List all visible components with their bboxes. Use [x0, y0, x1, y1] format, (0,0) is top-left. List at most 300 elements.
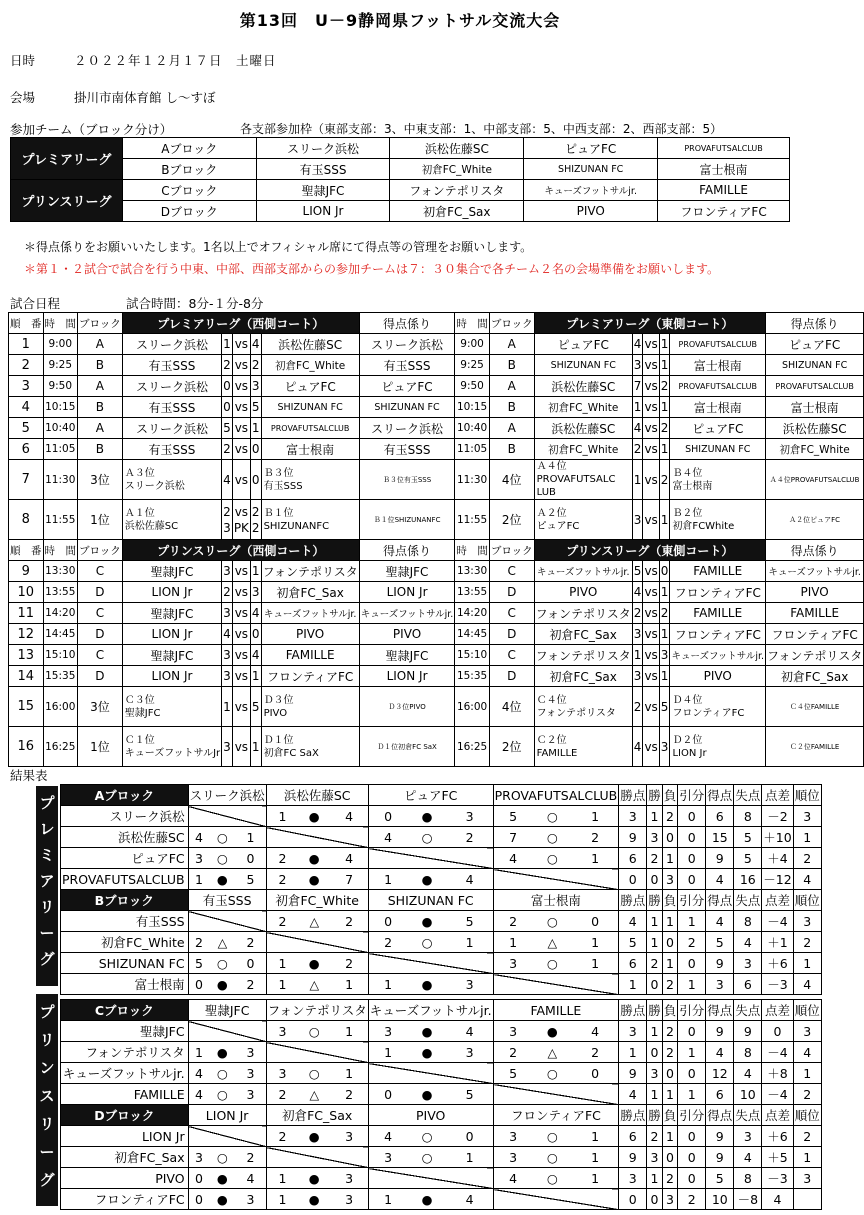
goals-for: 2 — [368, 932, 407, 953]
result-mark: ● — [407, 1021, 446, 1042]
label-char: プ — [39, 1003, 55, 1021]
team-line: Ａ４位 — [536, 461, 567, 472]
time-header: 時 間 — [43, 313, 78, 334]
score: 4 — [632, 334, 643, 355]
goals-for: 1 — [368, 974, 407, 995]
score-keeper: スリーク浜松 — [359, 334, 455, 355]
team-name: PROVAFUTSALCLUB — [658, 138, 790, 159]
goals-for: 3 — [368, 1021, 407, 1042]
match-time: 13:30 — [43, 561, 78, 582]
stat-value: 0 — [678, 1168, 706, 1189]
teams-row — [11, 201, 790, 222]
score: 2 — [659, 603, 670, 624]
score: 2 — [632, 603, 643, 624]
score-keeper: PROVAFUTSALCLUB — [766, 376, 864, 397]
team-cell: 初倉FC_White — [534, 439, 632, 460]
score-keeper: PIVO — [359, 624, 455, 645]
match-block: 2位 — [489, 727, 534, 767]
score-keeper: 有玉SSS — [359, 355, 455, 376]
score-keeper: 初倉FC_Sax — [766, 666, 864, 687]
match-block: C — [489, 645, 534, 666]
goals-against: 2 — [330, 953, 368, 974]
score-keeper: Ｂ３位有玉SSS — [359, 460, 455, 500]
block-name: Dブロック — [122, 201, 256, 222]
stat-value: 2 — [793, 1126, 821, 1147]
score: 5 — [250, 687, 261, 727]
goals-against: 0 — [235, 953, 266, 974]
schedule-label: 試合日程 — [10, 296, 61, 311]
score: 4 — [632, 582, 643, 603]
score: 3 — [250, 376, 261, 397]
result-mark: △ — [298, 911, 330, 932]
no-header: 順 番 — [9, 313, 44, 334]
match-block: A — [489, 376, 534, 397]
stat-value: 1 — [619, 1042, 647, 1063]
teams-table — [10, 137, 790, 222]
self-match — [188, 1021, 266, 1042]
stat-header: 点差 — [762, 1000, 793, 1021]
stat-value: 1 — [662, 953, 678, 974]
stat-value: ＋4 — [762, 848, 793, 869]
goals-against: 3 — [447, 974, 493, 995]
vs: vs — [643, 666, 659, 687]
match-no: 13 — [9, 645, 44, 666]
stat-value: 9 — [706, 953, 734, 974]
goals-against: 4 — [447, 1021, 493, 1042]
result-header-row — [61, 1105, 822, 1126]
team-cell — [261, 500, 359, 540]
stat-value: 2 — [662, 806, 678, 827]
match-time: 9:00 — [455, 334, 490, 355]
vs: vs — [232, 645, 250, 666]
team-cell: 聖隷JFC — [122, 603, 221, 624]
result-row — [61, 911, 822, 932]
score: 0 — [250, 624, 261, 645]
score: 2 — [223, 504, 231, 519]
match-row — [9, 561, 864, 582]
stat-header: 点差 — [762, 1105, 793, 1126]
goals-against: 3 — [235, 1084, 266, 1105]
team-line: Ｄ２位 — [672, 734, 703, 746]
stat-header: 順位 — [793, 1000, 821, 1021]
venue-label: 会場 — [10, 90, 36, 105]
match-block: C — [78, 561, 123, 582]
stat-value: 3 — [793, 911, 821, 932]
score: 5 — [250, 397, 261, 418]
goals-against: 1 — [572, 953, 619, 974]
match-time: 試合時間：8分-１分-8分 — [126, 296, 264, 311]
goals-against: 1 — [447, 1147, 493, 1168]
team-line: Ｄ３位 — [263, 694, 294, 706]
schedule-table — [8, 312, 864, 767]
stat-value: 2 — [647, 848, 663, 869]
result-mark: ○ — [533, 827, 572, 848]
stat-value: 4 — [706, 911, 734, 932]
match-block: 1位 — [78, 727, 123, 767]
score-keeper: FAMILLE — [766, 603, 864, 624]
match-block: 1位 — [78, 500, 123, 540]
stat-value: 5 — [706, 1168, 734, 1189]
match-block: D — [489, 624, 534, 645]
score: 0 — [250, 439, 261, 460]
goals-against: 4 — [572, 1021, 619, 1042]
stat-header: 負 — [662, 785, 678, 806]
goals-against: 4 — [447, 869, 493, 890]
team-cell: フォンテポリスタ — [534, 645, 632, 666]
stat-value: 3 — [662, 1189, 678, 1210]
teams-row — [11, 159, 790, 180]
team-line: SHIZUNANFC — [263, 520, 330, 532]
score-keeper: Ａ４位PROVAFUTSALCLUB — [766, 460, 864, 500]
self-match — [266, 1147, 368, 1168]
schedule-header — [9, 540, 864, 561]
stat-value: 0 — [762, 1021, 793, 1042]
match-time: 15:10 — [455, 645, 490, 666]
match-time: 14:20 — [455, 603, 490, 624]
goals-against: 2 — [235, 974, 266, 995]
match-time: 15:10 — [43, 645, 78, 666]
score: 2 — [222, 582, 233, 603]
stat-value: 0 — [678, 1063, 706, 1084]
score: 1 — [222, 334, 233, 355]
score: 2 — [222, 355, 233, 376]
score: 4 — [632, 727, 643, 767]
goals-against: 0 — [447, 1126, 493, 1147]
stat-value: －2 — [762, 806, 793, 827]
score-header: 得点係り — [766, 540, 864, 561]
match-time: 10:15 — [455, 397, 490, 418]
vs: vs — [232, 397, 250, 418]
goals-for: 2 — [266, 848, 298, 869]
score: 5 — [632, 561, 643, 582]
goals-against: 1 — [330, 974, 368, 995]
score-cell — [222, 500, 233, 540]
stat-value: 4 — [706, 869, 734, 890]
result-row — [61, 1021, 822, 1042]
result-mark: ○ — [533, 1063, 572, 1084]
stat-value: 4 — [793, 974, 821, 995]
match-block: 4位 — [489, 687, 534, 727]
stat-value: 4 — [706, 1042, 734, 1063]
opponent-header: スリーク浜松 — [188, 785, 266, 806]
stat-value: 4 — [793, 869, 821, 890]
stat-value: ＋6 — [762, 1126, 793, 1147]
goals-for: 2 — [493, 1042, 532, 1063]
match-time: 10:40 — [455, 418, 490, 439]
block-header: ブロック — [489, 540, 534, 561]
label-char: レ — [39, 820, 55, 838]
score: 3 — [222, 561, 233, 582]
score-keeper: ピュアFC — [766, 334, 864, 355]
label-char: ス — [39, 1087, 55, 1105]
team-cell: 浜松佐藤SC — [534, 418, 632, 439]
score-keeper: PIVO — [766, 582, 864, 603]
goals-for: 3 — [493, 1021, 532, 1042]
team-cell: FAMILLE — [670, 603, 766, 624]
score-keeper: SHIZUNAN FC — [766, 355, 864, 376]
goals-against: 4 — [447, 1189, 493, 1210]
team-name: LION Jr — [61, 1126, 189, 1147]
team-name: 富士根南 — [61, 974, 189, 995]
team-cell: フロンティアFC — [670, 624, 766, 645]
team-line: 初倉FCWhite — [672, 520, 735, 532]
result-row — [61, 827, 822, 848]
vs: vs — [643, 334, 659, 355]
opponent-header: 聖隷JFC — [188, 1000, 266, 1021]
team-line: スリーク浜松 — [124, 480, 185, 492]
label-char: グ — [39, 1171, 55, 1189]
score: 1 — [632, 460, 643, 500]
stat-value: 1 — [678, 911, 706, 932]
team-line: Ｄ１位 — [263, 734, 294, 746]
team-line: Ｃ３位 — [124, 694, 155, 706]
goals-for: 4 — [493, 1168, 532, 1189]
goals-for: 1 — [368, 869, 407, 890]
stat-value: 5 — [734, 827, 762, 848]
stat-value: 1 — [647, 911, 663, 932]
stat-header: 勝 — [647, 1105, 663, 1126]
opponent-header: SHIZUNAN FC — [368, 890, 493, 911]
team-cell: 有玉SSS — [122, 397, 221, 418]
stat-value: 0 — [647, 1189, 663, 1210]
stat-value: 0 — [678, 827, 706, 848]
team-cell — [122, 687, 221, 727]
court-title: プリンスリーグ（西側コート） — [122, 540, 359, 561]
match-block: C — [489, 561, 534, 582]
match-time: 11:30 — [43, 460, 78, 500]
goals-against: 1 — [572, 1126, 619, 1147]
team-cell: 初倉FC_White — [261, 355, 359, 376]
team-line: Ｂ１位 — [263, 507, 294, 519]
team-name: 初倉FC_White — [390, 159, 524, 180]
self-match — [368, 848, 493, 869]
team-cell: 浜松佐藤SC — [261, 334, 359, 355]
match-row — [9, 460, 864, 500]
stat-header: 負 — [662, 890, 678, 911]
match-no: 3 — [9, 376, 44, 397]
goals-for: 2 — [188, 932, 209, 953]
result-mark: ○ — [533, 911, 572, 932]
stat-value: 0 — [662, 827, 678, 848]
score-keeper: フォンテポリスタ — [766, 645, 864, 666]
match-no: 4 — [9, 397, 44, 418]
goals-for: 4 — [368, 1126, 407, 1147]
label-char: ミ — [39, 846, 55, 864]
goals-for: 1 — [368, 1042, 407, 1063]
stat-header: 失点 — [734, 1000, 762, 1021]
result-mark: ● — [209, 869, 235, 890]
label-char: グ — [39, 950, 55, 968]
vs: vs — [643, 460, 659, 500]
result-mark: ● — [298, 869, 330, 890]
label-char: ー — [39, 1143, 55, 1161]
score-keeper: LION Jr — [359, 582, 455, 603]
team-cell: LION Jr — [122, 624, 221, 645]
match-time: 9:50 — [455, 376, 490, 397]
score: 7 — [632, 376, 643, 397]
score-keeper: 浜松佐藤SC — [766, 418, 864, 439]
team-cell — [534, 500, 632, 540]
stat-value: －4 — [762, 911, 793, 932]
score: 2 — [250, 355, 261, 376]
result-mark: ○ — [407, 932, 446, 953]
team-name: ピュアFC — [524, 138, 658, 159]
goals-for: 4 — [368, 827, 407, 848]
team-cell: SHIZUNAN FC — [261, 397, 359, 418]
score: 2 — [632, 687, 643, 727]
goals-against: 0 — [572, 911, 619, 932]
block-header: ブロック — [78, 540, 123, 561]
vs: vs — [232, 439, 250, 460]
stat-header: 点差 — [762, 890, 793, 911]
goals-for: 2 — [266, 911, 298, 932]
result-mark: ○ — [533, 848, 572, 869]
stat-value: －4 — [762, 1084, 793, 1105]
stat-value: 0 — [647, 974, 663, 995]
stat-value: 5 — [619, 932, 647, 953]
stat-value: 5 — [706, 932, 734, 953]
goals-against: 5 — [447, 1084, 493, 1105]
goals-for: 1 — [368, 1189, 407, 1210]
team-name: キューズフットサルjr. — [61, 1063, 189, 1084]
vs: vs — [643, 500, 659, 540]
teams-row — [11, 138, 790, 159]
goals-for: 4 — [188, 1084, 209, 1105]
score-keeper: 有玉SSS — [359, 439, 455, 460]
stat-header: 引分 — [678, 1105, 706, 1126]
stat-value: 10 — [734, 1084, 762, 1105]
score-keeper: Ｃ４位FAMILLE — [766, 687, 864, 727]
match-no: 5 — [9, 418, 44, 439]
match-time: 13:55 — [43, 582, 78, 603]
match-no: 7 — [9, 460, 44, 500]
match-time: 9:25 — [455, 355, 490, 376]
stat-value: 1 — [662, 1084, 678, 1105]
score: 1 — [632, 397, 643, 418]
vs: vs — [643, 645, 659, 666]
goals-against: 1 — [330, 1063, 368, 1084]
match-block: A — [78, 418, 123, 439]
prince-league-label — [36, 994, 58, 1206]
stat-header: 点差 — [762, 785, 793, 806]
label-char: ア — [39, 872, 55, 890]
match-block: 4位 — [489, 460, 534, 500]
stat-header: 得点 — [706, 1000, 734, 1021]
team-name: 有玉SSS — [256, 159, 390, 180]
score-cell — [250, 500, 261, 540]
result-row — [61, 974, 822, 995]
note-officials: ＊得点係りをお願いいたします。1名以上でオフィシャル席にて得点等の管理をお願いします。 — [24, 240, 533, 254]
match-time: 11:30 — [455, 460, 490, 500]
team-line: Ｂ４位 — [672, 467, 703, 479]
goals-for: 3 — [188, 1147, 209, 1168]
team-line: 富士根南 — [672, 480, 713, 492]
match-time: 9:00 — [43, 334, 78, 355]
team-cell: 富士根南 — [261, 439, 359, 460]
team-cell: PIVO — [534, 582, 632, 603]
match-row — [9, 582, 864, 603]
court-title: プレミアリーグ（西側コート） — [122, 313, 359, 334]
league-name: プリンスリーグ — [11, 180, 123, 222]
result-mark: ○ — [407, 1147, 446, 1168]
goals-against: 1 — [330, 1021, 368, 1042]
result-mark: △ — [298, 974, 330, 995]
team-cell: FAMILLE — [670, 561, 766, 582]
score-keeper: キューズフットサルjr. — [359, 603, 455, 624]
stat-header: 引分 — [678, 1000, 706, 1021]
stat-header: 得点 — [706, 785, 734, 806]
team-line: Ｃ２位 — [536, 734, 567, 746]
vs: vs — [643, 561, 659, 582]
team-cell: PROVAFUTSALCLUB — [670, 334, 766, 355]
team-line: Ｄ４位 — [672, 694, 703, 706]
team-cell: 有玉SSS — [122, 439, 221, 460]
date-value: ２０２２年１２月１７日 土曜日 — [74, 53, 277, 68]
time-header: 時 間 — [455, 540, 490, 561]
block-name: Dブロック — [61, 1105, 189, 1126]
goals-against: 1 — [572, 848, 619, 869]
goals-for: 0 — [368, 911, 407, 932]
team-line: Ｃ１位 — [124, 734, 155, 746]
goals-for: 1 — [188, 1042, 209, 1063]
goals-against: 2 — [235, 1147, 266, 1168]
stat-value: 4 — [734, 1063, 762, 1084]
goals-against: 1 — [572, 806, 619, 827]
team-line: ピュアFC — [536, 520, 580, 532]
match-time: 10:40 — [43, 418, 78, 439]
result-header-row — [61, 890, 822, 911]
stat-value: 1 — [678, 974, 706, 995]
stat-value: 8 — [734, 911, 762, 932]
team-line: 浜松佐藤SC — [124, 520, 179, 532]
stat-value: 2 — [793, 1084, 821, 1105]
goals-for: 0 — [188, 1189, 209, 1210]
match-time: 9:50 — [43, 376, 78, 397]
stat-header: 得点 — [706, 1105, 734, 1126]
vs: vs — [643, 687, 659, 727]
team-cell: 聖隷JFC — [122, 561, 221, 582]
self-match — [368, 1063, 493, 1084]
result-mark: △ — [209, 932, 235, 953]
stat-value: 0 — [678, 848, 706, 869]
goals-for: 2 — [266, 869, 298, 890]
stat-value: 0 — [678, 1147, 706, 1168]
team-cell — [534, 460, 632, 500]
team-cell: 富士根南 — [670, 397, 766, 418]
team-name: FAMILLE — [658, 180, 790, 201]
match-row — [9, 645, 864, 666]
goals-for: 3 — [493, 953, 532, 974]
label-char: ー — [39, 924, 55, 942]
result-mark: ● — [407, 974, 446, 995]
match-row — [9, 624, 864, 645]
score: 4 — [222, 624, 233, 645]
stat-value: 4 — [793, 1042, 821, 1063]
stat-header: 勝 — [647, 1000, 663, 1021]
goals-for: 3 — [188, 848, 209, 869]
opponent-header: PIVO — [368, 1105, 493, 1126]
goals-for: 4 — [493, 848, 532, 869]
stat-value: 4 — [734, 1147, 762, 1168]
team-cell: SHIZUNAN FC — [534, 355, 632, 376]
match-no: 1 — [9, 334, 44, 355]
result-mark: ● — [407, 869, 446, 890]
vs: vs — [232, 687, 250, 727]
score: 1 — [250, 727, 261, 767]
score: 1 — [222, 687, 233, 727]
stat-value: 2 — [647, 1126, 663, 1147]
block-name: Aブロック — [61, 785, 189, 806]
